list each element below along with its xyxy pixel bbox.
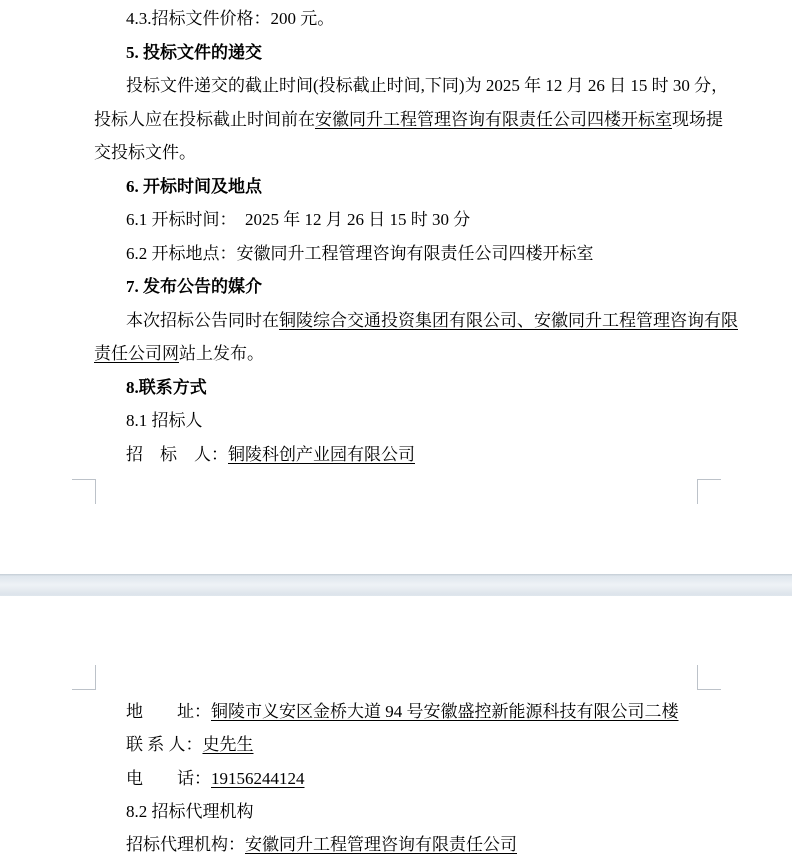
text-segment: 招标代理机构： bbox=[126, 835, 245, 854]
text-segment: 5. 投标文件的递交 bbox=[126, 42, 262, 62]
para-5-deadline-line-1 bbox=[94, 69, 729, 103]
para-7-announcement-line-2 bbox=[94, 337, 698, 371]
clause-8-1-tenderer bbox=[94, 404, 698, 438]
text-segment: 投标人应在投标截止时间前在 bbox=[94, 109, 315, 129]
text-segment: 6. 开标时间及地点 bbox=[126, 176, 262, 196]
underlined-text-segment: 铜陵市义安区金桥大道 94 号安徽盛控新能源科技有限公司二楼 bbox=[211, 702, 679, 721]
heading-5-bid-submission bbox=[94, 36, 698, 70]
field-address bbox=[94, 695, 698, 728]
text-segment: 联 系 人： bbox=[126, 735, 203, 755]
text-segment: 地 址： bbox=[126, 702, 211, 721]
page-1-bottom-left-boundary-mark bbox=[72, 479, 96, 504]
text-segment: 电 话： bbox=[126, 768, 211, 788]
text-segment: 现场提 bbox=[672, 109, 723, 129]
text-segment: 交投标文件。 bbox=[94, 143, 196, 162]
text-segment: 本次招标公告同时在 bbox=[126, 310, 279, 330]
text-segment: 4.3.招标文件价格：200 元。 bbox=[126, 9, 335, 28]
field-agency-name bbox=[94, 828, 698, 861]
field-tenderer-name bbox=[94, 438, 698, 472]
underlined-text-segment: 安徽同升工程管理咨询有限责任公司四楼开标室 bbox=[315, 109, 672, 129]
field-phone bbox=[94, 762, 698, 795]
clause-8-2-agency bbox=[94, 795, 698, 828]
underlined-text-segment: 责任公司网 bbox=[94, 344, 179, 363]
page-2-top-right-boundary-mark bbox=[697, 665, 721, 690]
field-contact-person bbox=[94, 728, 698, 761]
underlined-text-segment: 铜陵综合交通投资集团有限公司、安徽同升工程管理咨询有限 bbox=[279, 310, 738, 330]
text-segment: 招 标 人： bbox=[126, 444, 228, 464]
page-2-top-left-boundary-mark bbox=[72, 665, 96, 690]
page-1-text-area bbox=[94, 2, 738, 471]
text-segment: 投标文件递交的截止时间(投标截止时间,下同)为 2025 年 12 月 26 日 15 时 30 分， bbox=[126, 76, 729, 95]
page-break-separator bbox=[0, 574, 792, 596]
clause-6-2-opening-place bbox=[94, 237, 698, 271]
text-segment: 8.联系方式 bbox=[126, 377, 207, 397]
underlined-text-segment: 安徽同升工程管理咨询有限责任公司 bbox=[245, 835, 517, 854]
text-segment: 6.2 开标地点：安徽同升工程管理咨询有限责任公司四楼开标室 bbox=[126, 243, 594, 263]
clause-4-3-price bbox=[94, 2, 698, 36]
text-segment: 8.2 招标代理机构 bbox=[126, 801, 254, 821]
text-segment: 6.1 开标时间： 2025 年 12 月 26 日 15 时 30 分 bbox=[126, 210, 471, 229]
text-segment: 站上发布。 bbox=[179, 344, 264, 363]
heading-6-bid-opening bbox=[94, 170, 698, 204]
page-2-text-area bbox=[94, 695, 698, 861]
page-1-bottom-right-boundary-mark bbox=[697, 479, 721, 504]
text-segment: 7. 发布公告的媒介 bbox=[126, 277, 262, 296]
underlined-text-segment: 19156244124 bbox=[211, 768, 305, 788]
para-5-deadline-line-3 bbox=[94, 136, 698, 170]
para-7-announcement-line-1 bbox=[94, 304, 738, 338]
text-segment: 8.1 招标人 bbox=[126, 411, 203, 430]
clause-6-1-opening-time bbox=[94, 203, 698, 237]
underlined-text-segment: 史先生 bbox=[202, 735, 254, 755]
underlined-text-segment: 铜陵科创产业园有限公司 bbox=[228, 444, 415, 464]
para-5-deadline-line-2 bbox=[94, 103, 723, 137]
heading-8-contact bbox=[94, 371, 698, 405]
heading-7-announcement-media bbox=[94, 270, 698, 304]
